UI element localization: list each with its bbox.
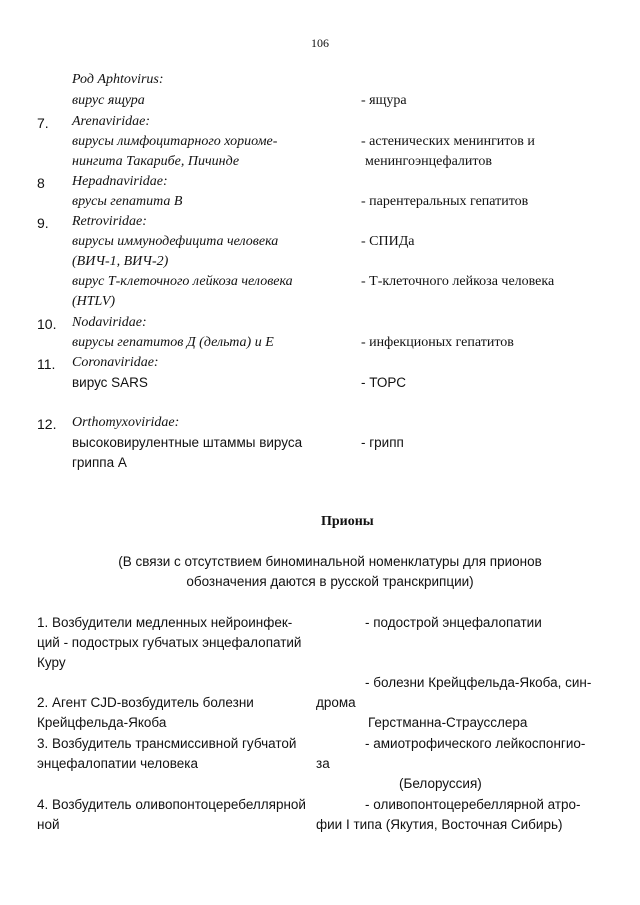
family-arenaviridae: Arenaviridae: [72,114,151,129]
prion2-disease-line1: - болезни Крейцфельда-Якоба, син- [365,675,592,690]
prion1-line1: 1. Возбудители медленных нейроинфек- [37,615,293,630]
virus-hepadna: врусы гепатита В [72,194,183,209]
disease-aphtho: - ящура [361,93,407,108]
virus-hiv-line2: (ВИЧ-1, ВИЧ-2) [72,254,169,269]
virus-htlv-line2: (HTLV) [72,294,116,309]
virus-hepatitis-d-e: вирусы гепатитов Д (дельта) и Е [72,335,274,350]
family-orthomyxoviridae: Orthomyxoviridae: [72,415,180,430]
virus-aphtho: вирус ящура [72,93,145,108]
prion2-disease-line2b: Герстманна-Страусслера [368,715,528,730]
page-number: 106 [311,36,329,50]
item-number-9: 9. [37,215,49,231]
prions-note-line2: обозначения даются в русской транскрипции) [186,574,474,589]
virus-arena-line2: нингита Такарибе, Пичинде [72,154,240,169]
disease-infectious-hepatitis: - инфекционых гепатитов [361,335,514,350]
family-nodaviridae: Nodaviridae: [72,315,147,330]
virus-hiv-line1: вирусы иммунодефицита человека [72,234,279,249]
disease-hepadna: - парентеральных гепатитов [361,194,529,209]
prion1-disease: - подострой энцефалопатии [365,615,542,630]
prion4-line1: 4. Возбудитель оливопонтоцеребеллярной [37,797,306,812]
disease-sars: - ТОРС [361,375,406,390]
disease-t-cell-leukemia: - Т-клеточного лейкоза человека [361,274,555,289]
disease-arena-line1: - астенических менингитов и [361,134,535,149]
disease-aids: - СПИДа [361,234,415,249]
prion4-line2: ной [37,817,60,832]
prion3-disease-line2: за [316,756,330,771]
prion4-disease-line1: - оливопонтоцеребеллярной атро- [365,797,581,812]
prion1-line3: Куру [37,655,66,670]
item-number-7: 7. [37,115,49,131]
item-number-10: 10. [37,316,57,332]
item-number-8: 8 [37,175,45,191]
virus-influenza-line2: гриппа А [72,455,127,470]
prion4-disease-line2: фии I типа (Якутия, Восточная Сибирь) [316,817,563,832]
prions-note-line1: (В связи с отсутствием биноминальной номенклатуры для прионов [118,554,542,569]
prion3-disease-line3: (Белоруссия) [399,776,482,791]
prion3-disease-line1: - амиотрофического лейкоспонгио- [365,736,586,751]
section-heading-prions: Прионы [321,514,374,529]
prion2-line2: Крейцфельда-Якоба [37,715,167,730]
genus-aphtovirus: Род Aphtovirus: [72,72,164,87]
prion2-disease-line2a: дрома [316,695,356,710]
prion3-line2: энцефалопатии человека [37,756,198,771]
prion1-line2: ций - подострых губчатых энцефалопатий [37,635,302,650]
disease-arena-line2: менингоэнцефалитов [365,154,492,169]
virus-influenza-line1: высоковирулентные штаммы вируса [72,435,303,450]
virus-arena-line1: вирусы лимфоцитарного хориоме- [72,134,278,149]
prion3-line1: 3. Возбудитель трансмиссивной губчатой [37,736,297,751]
virus-htlv-line1: вирус Т-клеточного лейкоза человека [72,274,293,289]
item-number-12: 12. [37,416,57,432]
prion2-line1: 2. Агент CJD-возбудитель болезни [37,695,254,710]
family-retroviridae: Retroviridae: [72,214,147,229]
disease-influenza: - грипп [361,435,404,450]
family-coronaviridae: Coronaviridae: [72,355,159,370]
family-hepadnaviridae: Hepadnaviridae: [72,174,168,189]
virus-sars: вирус SARS [72,375,148,390]
item-number-11: 11. [37,356,56,372]
